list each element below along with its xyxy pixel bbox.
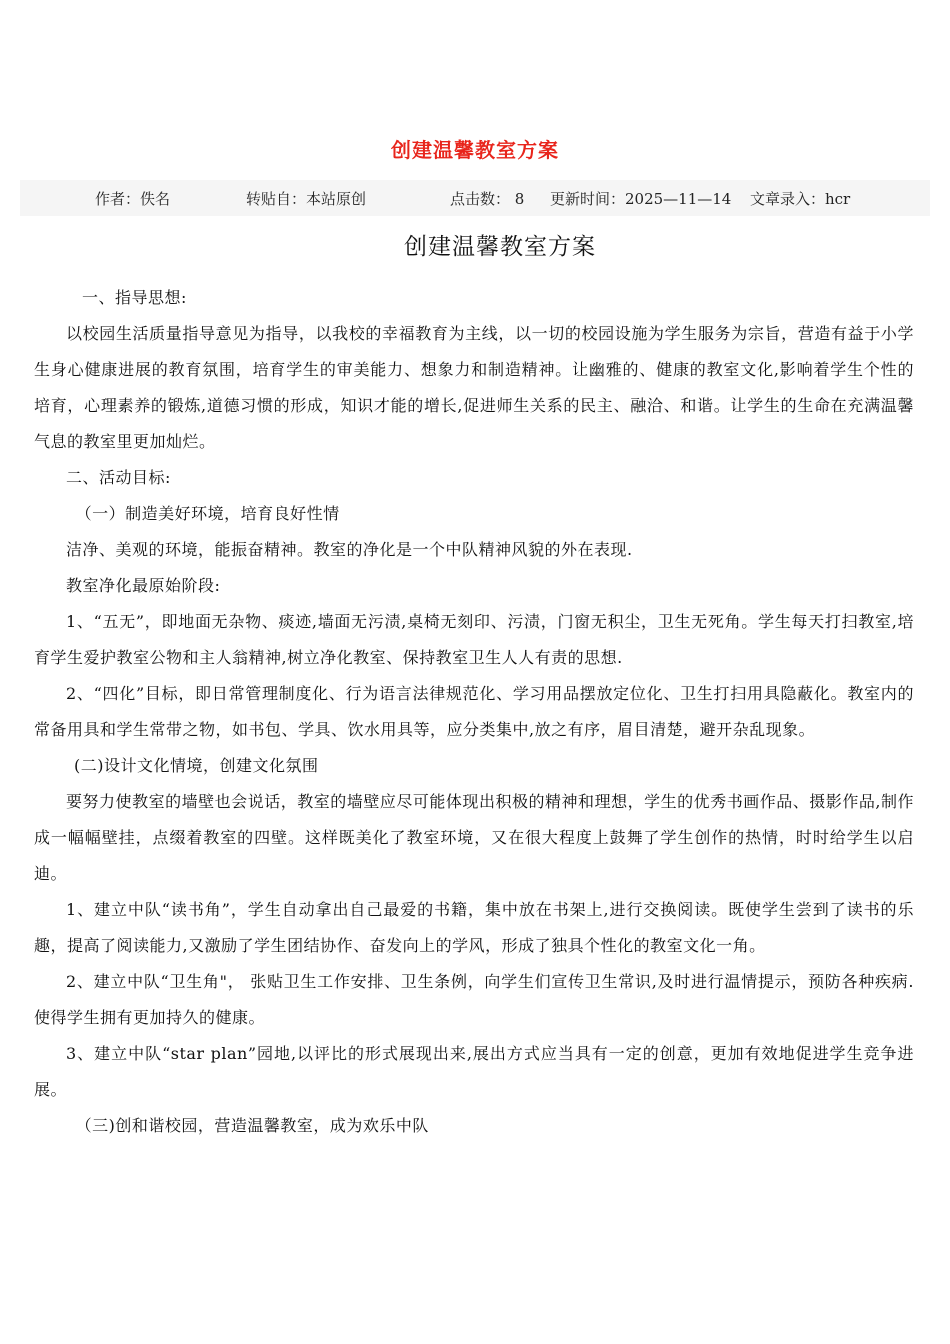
section-heading: 二、活动目标: <box>66 468 171 487</box>
document-title: 创建温馨教室方案 <box>404 234 596 260</box>
paragraph: 以校园生活质量指导意见为指导，以我校的幸福教育为主线，以一切的校园设施为学生服务为宗旨，营造有益于小学生身心健康进展的教育氛围，培育学生的审美能力、想象力和制造精神。让幽雅的、健康的教室文化,影响着学生个性的培育，心理素养的锻炼,道德习惯的形成，知识才能的增长,促进师生关系的民主、融洽、和谐。让学生的生命在充满温馨气息的教室里更加灿烂。 <box>34 324 914 451</box>
editor-label: 文章录入：hcr <box>750 190 851 208</box>
source-label: 转贴自：本站原创 <box>246 190 367 208</box>
document-body <box>34 280 914 1144</box>
paragraph: 3、建立中队“star plan”园地,以评比的形式展现出来,展出方式应当具有一定的创意，更加有效地促进学生竞争进展。 <box>34 1044 914 1099</box>
hits-label: 点击数： 8 <box>450 190 525 208</box>
update-time-label: 更新时间：2025—11—14 <box>550 190 732 208</box>
page-top-title: 创建温馨教室方案 <box>391 138 559 162</box>
paragraph: 洁净、美观的环境，能振奋精神。教室的净化是一个中队精神风貌的外在表现. <box>66 540 633 559</box>
paragraph: 1、“五无”，即地面无杂物、痰迹,墙面无污渍,桌椅无刻印、污渍，门窗无积尘，卫生无死角。学生每天打扫教室,培育学生爱护教室公物和主人翁精神,树立净化教室、保持教室卫生人人有责的思想. <box>34 612 914 667</box>
paragraph: 1、建立中队“读书角”，学生自动拿出自己最爱的书籍，集中放在书架上,进行交换阅读。既使学生尝到了读书的乐趣，提高了阅读能力,又激励了学生团结协作、奋发向上的学风，形成了独具个性化的教室文化一角。 <box>34 900 914 955</box>
paragraph: 教室净化最原始阶段: <box>66 576 221 595</box>
paragraph: 2、建立中队“卫生角"， 张贴卫生工作安排、卫生条例，向学生们宣传卫生常识,及时进行温情提示，预防各种疾病.使得学生拥有更加持久的健康。 <box>34 972 914 1027</box>
article-meta-bar <box>20 180 930 216</box>
paragraph: 2、“四化”目标，即日常管理制度化、行为语言法律规范化、学习用品摆放定位化、卫生打扫用具隐蔽化。教室内的常备用具和学生常带之物，如书包、学具、饮水用具等，应分类集中,放之有序，眉目清楚，避开杂乱现象。 <box>34 684 914 739</box>
subsection-heading: （三)创和谐校园，营造温馨教室，成为欢乐中队 <box>75 1116 429 1135</box>
subsection-heading: （一）制造美好环境，培育良好性情 <box>75 504 340 523</box>
section-heading: 一、指导思想: <box>82 288 187 307</box>
subsection-heading: (二)设计文化情境，创建文化氛围 <box>74 756 319 775</box>
paragraph: 要努力使教室的墙壁也会说话，教室的墙壁应尽可能体现出积极的精神和理想，学生的优秀书画作品、摄影作品,制作成一幅幅壁挂，点缀着教室的四壁。这样既美化了教室环境，又在很大程度上鼓舞了学生创作的热情，时时给学生以启迪。 <box>34 792 914 883</box>
author-label: 作者：佚名 <box>95 190 171 208</box>
